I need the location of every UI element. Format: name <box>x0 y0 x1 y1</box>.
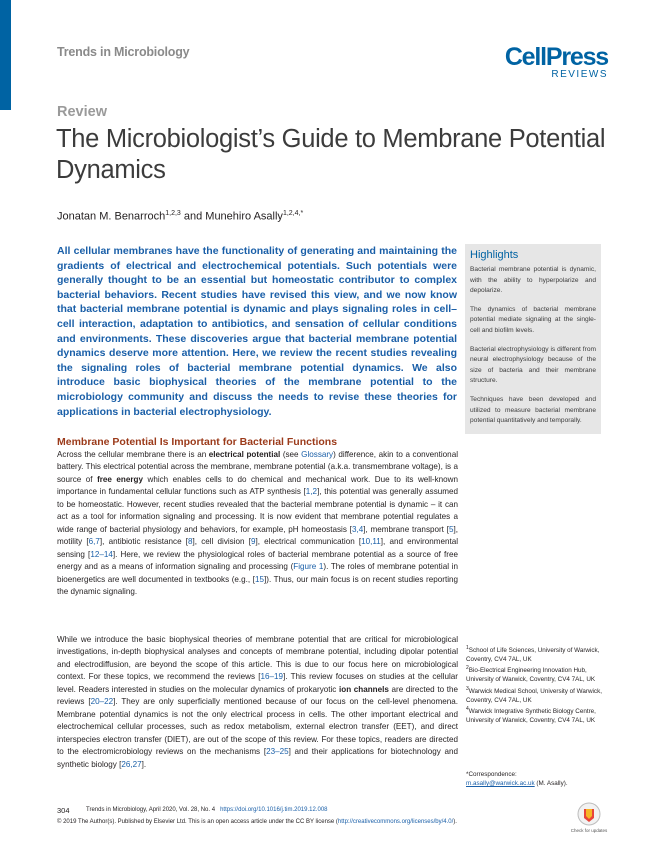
affiliation-item: $^1$School of Life Sciences, University of Warwick, Coventry, CV4 7AL, UK <box>466 645 600 664</box>
article-title: The Microbiologist’s Guide to Membrane Potential Dynamics <box>56 125 606 184</box>
body-paragraph: Across the cellular membrane there is an electrical potential (see Glossary) difference, akin to a conventional battery. This electrical potential across the membrane, membrane potential (a.k.a. transmembrane voltage), is a source of free energy which enables cells to do chemical and mechanical work. Due to its well-known importance in fundamental cellular functions such as ATP synthesis [1,2], this potential was generally assumed to be homeostatic. However, recent studies revealed that the bacterial membrane potential is dynamic – it can act as a tool for information signaling and processing. It is now evident that membrane potential regulates a wide range of bacterial physiology and behaviors, for example, pH homeostasis [3,4], membrane transport [5], motility [6,7], antibiotic resistance [8], cell division [9], electrical communication [10,11], and environmental sensing [12–14]. Here, we review the physiological roles of bacterial membrane potential as a source of free energy and as a means of information signaling and processing (Figure 1). The roles of membrane potential in bioenergetics are well documented in textbooks (e.g., [15]). Thus, our main focus is on recent studies reporting the dynamic signaling. <box>57 450 458 596</box>
article-type: Review <box>57 104 107 120</box>
publisher-logo[interactable] <box>498 43 608 81</box>
highlight-item: Techniques have been developed and utilized to measure bacterial membrane potential quantitatively and temporally. <box>470 395 596 425</box>
author-affiliation: 1,2,4,* <box>282 210 304 217</box>
author-name[interactable]: Jonatan M. Benarroch <box>57 210 166 223</box>
glossary-term[interactable]: electrical potential <box>208 450 281 459</box>
figure-link[interactable]: Figure 1 <box>293 562 324 572</box>
citation-link[interactable]: 20–22 <box>90 697 114 707</box>
journal-name: Trends in Microbiology <box>57 45 190 59</box>
citation-link[interactable]: 15 <box>255 574 265 584</box>
license-link[interactable]: http://creativecommons.org/licenses/by/4.0/ <box>337 819 454 825</box>
correspondence: *Correspondence: m.asally@warwick.ac.uk (M. Asally). <box>466 770 606 789</box>
glossary-term[interactable]: free energy <box>97 474 143 484</box>
citation-info: Trends in Microbiology, April 2020, Vol. 28, No. 4 https://doi.org/10.1016/j.tim.2019.12.008 <box>86 807 328 813</box>
email-link[interactable]: m.asally@warwick.ac.uk <box>466 780 535 788</box>
journal-color-bar <box>0 0 11 110</box>
glossary-link[interactable]: Glossary <box>301 450 334 459</box>
highlight-item: The dynamics of bacterial membrane potential mediate signaling at the single-cell and biofilm levels. <box>470 305 596 334</box>
section-heading: Membrane Potential Is Important for Bacterial Functions <box>57 436 338 448</box>
author-name[interactable]: Munehiro Asally <box>205 210 283 223</box>
logo-subtitle: REVIEWS <box>551 69 608 80</box>
check-for-updates-label: Check for updates <box>570 828 608 833</box>
highlight-item: Bacterial electrophysiology is different from neural electrophysiology because of the size of bacteria and their membrane structure. <box>470 345 596 385</box>
citation-link[interactable]: 8 <box>188 537 193 547</box>
citation-link[interactable]: 6,7 <box>88 537 100 547</box>
glossary-term[interactable]: ion channels <box>339 684 389 694</box>
affiliation-item: $^4$Warwick Integrative Synthetic Biology Centre, University of Warwick, Coventry, CV4 7AL, UK <box>466 705 596 725</box>
page-number: 304 <box>57 806 70 815</box>
author-conjunction: and <box>180 210 206 223</box>
author-affiliation: 1,2,3 <box>165 210 181 217</box>
abstract: All cellular membranes have the functionality of generating and maintaining the gradients of electrical and electrochemical potentials. Such potentials were generally thought to be an essential but homeostatic contributor to complex bacterial behaviors. Recent studies have revised this view, and we now know that bacterial membrane potential is dynamic and plays signaling roles in cell–cell interaction, adaptation to antibiotics, and sensation of cellular conditions and environments. These discoveries argue that bacterial membrane potential dynamics deserve more attention. Here, we review the recent studies revealing the signaling roles of bacterial membrane potential dynamics. We also introduce basic biophysical theories of the membrane potential to the microbiology community and discuss the needs to revise these theories for applications in bacterial electrophysiology. <box>57 245 457 418</box>
affiliation-item: $^3$Warwick Medical School, University of Warwick, Coventry, CV4 7AL, UK <box>466 685 602 704</box>
citation-link[interactable]: 16–19 <box>260 672 283 682</box>
author-line <box>57 210 303 223</box>
highlights-box <box>465 244 601 434</box>
citation-link[interactable]: 26,27 <box>121 759 142 769</box>
affiliation-item: $^2$Bio-Electrical Engineering Innovation Hub, University of Warwick, Coventry, CV4 7AL, UK <box>466 665 596 684</box>
citation-link[interactable]: 3,4 <box>351 524 364 534</box>
logo-wordmark: CellPress <box>504 43 608 71</box>
citation-link[interactable]: 9 <box>250 537 256 547</box>
check-for-updates-icon[interactable] <box>573 801 605 831</box>
highlights-title: Highlights <box>470 249 519 261</box>
citation-link[interactable]: 12–14 <box>90 549 113 559</box>
correspondence-label: *Correspondence: <box>466 771 517 778</box>
citation-link[interactable]: 1,2 <box>305 487 318 497</box>
affiliations <box>466 644 606 725</box>
doi-link[interactable]: https://doi.org/10.1016/j.tim.2019.12.008 <box>220 807 328 813</box>
highlight-item: Bacterial membrane potential is dynamic, with the ability to hyperpolarize and depolarize. <box>470 266 596 295</box>
citation-link[interactable]: 5 <box>448 524 454 534</box>
citation-link[interactable]: 23–25 <box>266 747 289 757</box>
body-paragraph: While we introduce the basic biophysical theories of membrane potential that are critical for microbiological investigations, in-depth biophysical analyses and concepts of membrane potential, including dipolar potential and electrodiffusion, are beyond the scope of this article. This is due to our focus here on microbiological context. For these topics, we recommend the reviews [16–19]. This review focuses on studies at the cellular level. Readers interested in studies on the molecular dynamics of prokaryotic ion channels are directed to the reviews [20–22]. They are only superficially mentioned because of our focus on the cell-level phenomena. Membrane potential dynamics is not the only electrical process in cells. The other important electrical and electrochemical cellular processes, such as redox metabolism, external electron transfer (EET), and direct interspecies electron transfer (DIET), are out of the scope of this review. For these topics, readers are directed to the electromicrobiology reviews on the mechanisms [23–25] and their applications for biotechnology and synthetic biology [26,27]. <box>57 635 458 769</box>
citation-link[interactable]: 10,11 <box>361 537 381 547</box>
copyright-line: © 2019 The Author(s). Published by Elsevier Ltd. This is an open access article under the CC BY license (http://creativecommons.org/licenses/by/4.0/). <box>57 819 457 825</box>
